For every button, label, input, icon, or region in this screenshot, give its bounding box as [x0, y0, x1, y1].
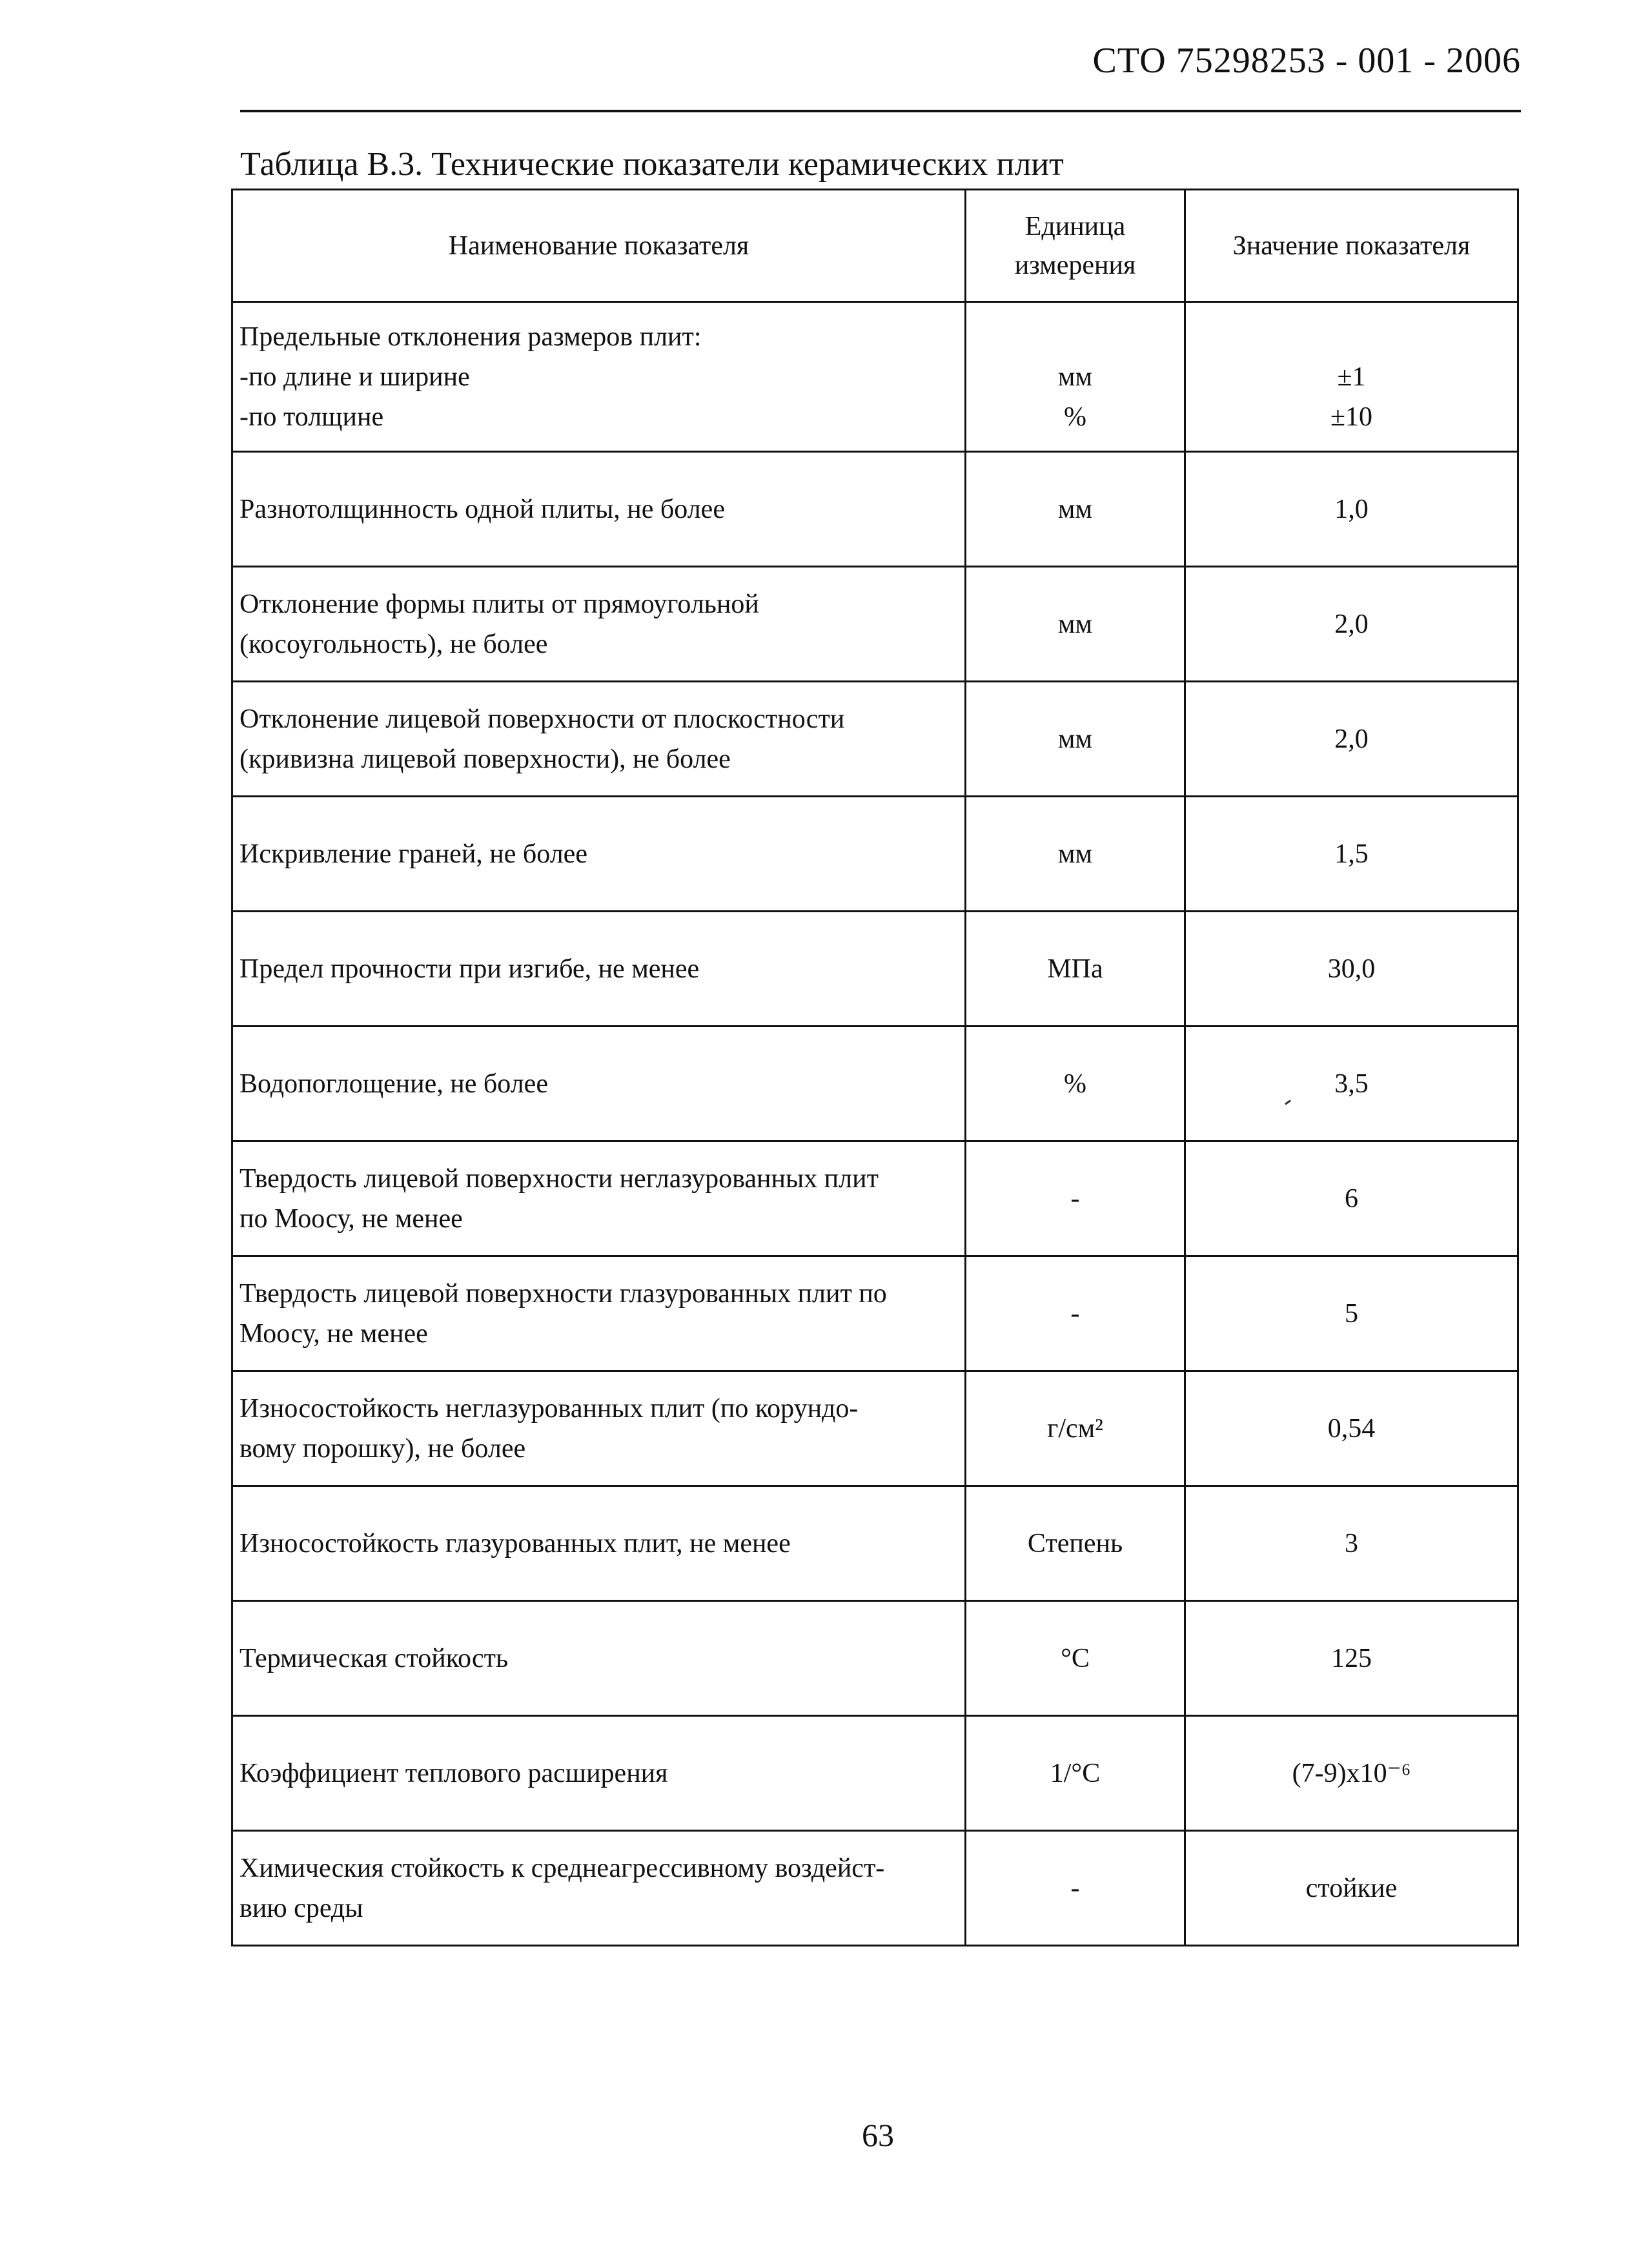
- table-row: [232, 302, 1518, 452]
- unit-cell: [966, 912, 1185, 1027]
- unit-cell: [966, 1371, 1185, 1486]
- spacer: [1192, 317, 1511, 357]
- table-row: [232, 1256, 1518, 1371]
- unit-cell: [966, 1141, 1185, 1256]
- indicator-name-cell-line: Моосу, не менее: [239, 1318, 428, 1349]
- indicator-name-cell-line: Разнотолщинность одной плиты, не более: [239, 494, 725, 524]
- unit-cell: [966, 452, 1185, 567]
- table-header-row: [232, 190, 1518, 302]
- table-row: [232, 682, 1518, 797]
- indicator-name-cell: [232, 1716, 966, 1831]
- indicator-name-cell-line: (кривизна лицевой поверхности), не более: [239, 744, 731, 774]
- indicator-name-cell: [232, 797, 966, 912]
- value-cell: [1185, 567, 1518, 682]
- indicator-name-cell-line: Искривление граней, не более: [239, 839, 587, 869]
- indicator-name-cell-line: (косоугольность), не более: [239, 629, 548, 659]
- indicator-name-cell: [232, 1027, 966, 1141]
- column-header-unit: [966, 190, 1185, 302]
- unit-cell: [966, 797, 1185, 912]
- column-header-value: Значение показателя: [1185, 190, 1518, 302]
- column-header-unit-text: Единица измерения: [1014, 211, 1136, 280]
- value-cell-line: стойкие: [1305, 1873, 1398, 1903]
- indicator-name-cell-line: Термическая стойкость: [239, 1643, 509, 1673]
- value-cell-line: 3,5: [1334, 1068, 1369, 1099]
- unit-cell-line: °С: [1061, 1643, 1090, 1673]
- unit-cell-line: %: [1064, 1068, 1086, 1099]
- unit-cell-line: Степень: [1027, 1528, 1123, 1558]
- header-rule: [240, 110, 1521, 112]
- table-row: [232, 1371, 1518, 1486]
- table-row: [232, 1716, 1518, 1831]
- indicator-name-cell: [232, 912, 966, 1027]
- value-cell-line: 1,5: [1334, 839, 1369, 869]
- indicator-name-cell: [232, 682, 966, 797]
- value-cell-line: 0,54: [1327, 1413, 1376, 1444]
- value-cell: [1185, 1601, 1518, 1716]
- page-number: 63: [862, 2117, 894, 2153]
- unit-cell-line: мм: [1057, 494, 1093, 524]
- table-row: [232, 1027, 1518, 1141]
- indicator-name-cell-line: Твердость лицевой поверхности неглазурованных плит: [239, 1163, 879, 1194]
- value-cell: [1185, 1716, 1518, 1831]
- unit-cell-line: %: [1064, 402, 1086, 432]
- indicator-name-cell: [232, 452, 966, 567]
- value-cell-line: 2,0: [1334, 609, 1369, 639]
- unit-cell: [966, 1601, 1185, 1716]
- unit-cell: [966, 1256, 1185, 1371]
- indicator-name-cell-line: Химическия стойкость к среднеагрессивному воздейст-: [239, 1853, 885, 1883]
- table-row: [232, 1601, 1518, 1716]
- table-row: [232, 1831, 1518, 1946]
- indicator-name-cell-line: Износостойкость неглазурованных плит (по корундо-: [239, 1393, 859, 1424]
- value-cell: [1185, 912, 1518, 1027]
- indicator-name-cell-line: Отклонение формы плиты от прямоугольной: [239, 589, 759, 619]
- indicator-name-cell-line: -по толщине: [239, 402, 384, 432]
- indicator-name-cell-line: -по длине и ширине: [239, 362, 470, 392]
- indicator-name-cell: [232, 1831, 966, 1946]
- unit-cell: [966, 1716, 1185, 1831]
- indicator-name-cell-line: Предел прочности при изгибе, не менее: [239, 954, 700, 984]
- unit-cell-line: мм: [1057, 839, 1093, 869]
- value-cell: [1185, 302, 1518, 452]
- unit-cell: [966, 567, 1185, 682]
- value-cell-line: 6: [1345, 1183, 1358, 1214]
- table-caption: Таблица В.3. Технические показатели керамических плит: [240, 146, 1064, 183]
- indicator-name-cell-line: по Моосу, не менее: [239, 1203, 463, 1234]
- indicator-name-cell: [232, 1371, 966, 1486]
- unit-cell: [966, 1027, 1185, 1141]
- indicator-name-cell: [232, 302, 966, 452]
- value-cell-line: 2,0: [1334, 724, 1369, 754]
- table-row: [232, 567, 1518, 682]
- unit-cell-line: мм: [1057, 362, 1093, 392]
- specs-table: [231, 189, 1519, 1946]
- indicator-name-cell: [232, 1601, 966, 1716]
- unit-cell-line: 1/°С: [1050, 1758, 1101, 1788]
- value-cell: [1185, 682, 1518, 797]
- table-body: [232, 302, 1518, 1946]
- indicator-name-cell-line: Твердость лицевой поверхности глазурованных плит по: [239, 1278, 887, 1309]
- value-cell-line: (7-9)х10⁻⁶: [1292, 1758, 1411, 1788]
- column-header-name: Наименование показателя: [232, 190, 966, 302]
- value-cell: [1185, 1256, 1518, 1371]
- table-row: [232, 1141, 1518, 1256]
- unit-cell-line: -: [1070, 1873, 1080, 1903]
- value-cell-line: 5: [1345, 1298, 1358, 1329]
- unit-cell: [966, 1486, 1185, 1601]
- unit-cell-line: мм: [1057, 724, 1093, 754]
- unit-cell-line: мм: [1057, 609, 1093, 639]
- indicator-name-cell-line: Отклонение лицевой поверхности от плоскостности: [239, 704, 845, 734]
- indicator-name-cell-line: Предельные отклонения размеров плит:: [239, 322, 702, 352]
- value-cell: [1185, 452, 1518, 567]
- value-cell: [1185, 1831, 1518, 1946]
- indicator-name-cell: [232, 1141, 966, 1256]
- indicator-name-cell-line: Коэффициент теплового расширения: [239, 1758, 668, 1788]
- value-cell-line: 125: [1331, 1643, 1372, 1673]
- unit-cell: [966, 1831, 1185, 1946]
- indicator-name-cell-line: вому порошку), не более: [239, 1433, 526, 1464]
- indicator-name-cell: [232, 1486, 966, 1601]
- indicator-name-cell: [232, 1256, 966, 1371]
- unit-cell-line: МПа: [1047, 954, 1103, 984]
- unit-cell: [966, 302, 1185, 452]
- value-cell-line: 30,0: [1327, 954, 1376, 984]
- table-row: [232, 1486, 1518, 1601]
- indicator-name-cell-line: Водопоглощение, не более: [239, 1068, 548, 1099]
- indicator-name-cell-line: вию среды: [239, 1893, 363, 1923]
- value-cell: [1185, 1027, 1518, 1141]
- indicator-name-cell: [232, 567, 966, 682]
- value-cell-line: ±1: [1337, 362, 1366, 392]
- value-cell: [1185, 797, 1518, 912]
- table-row: [232, 912, 1518, 1027]
- value-cell: [1185, 1486, 1518, 1601]
- spacer: [973, 317, 1177, 357]
- value-cell: [1185, 1141, 1518, 1256]
- document-code: СТО 75298253 - 001 - 2006: [1092, 41, 1521, 81]
- indicator-name-cell-line: Износостойкость глазурованных плит, не менее: [239, 1528, 791, 1558]
- value-cell-line: 1,0: [1334, 494, 1369, 524]
- unit-cell-line: -: [1070, 1298, 1080, 1329]
- table-row: [232, 452, 1518, 567]
- value-cell-line: ±10: [1330, 402, 1373, 432]
- unit-cell-line: г/см²: [1047, 1413, 1103, 1444]
- unit-cell: [966, 682, 1185, 797]
- value-cell: [1185, 1371, 1518, 1486]
- table-row: [232, 797, 1518, 912]
- value-cell-line: 3: [1345, 1528, 1358, 1558]
- unit-cell-line: -: [1070, 1183, 1080, 1214]
